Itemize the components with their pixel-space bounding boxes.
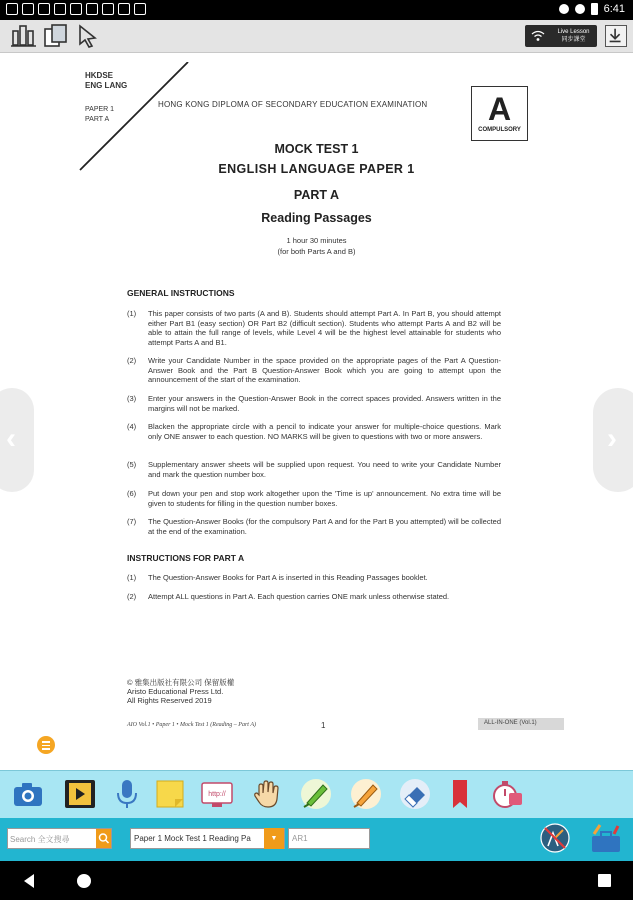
back-icon[interactable] (22, 873, 36, 889)
home-button[interactable] (77, 874, 91, 888)
highlighter-green-icon[interactable] (299, 777, 333, 811)
page-footer-reference: AIO Vol.1 • Paper 1 • Mock Test 1 (Reading – Part A) (127, 722, 257, 728)
search-icon (96, 829, 111, 848)
system-icons (559, 3, 625, 15)
live-lesson-label: Live Lesson (557, 29, 590, 35)
book-badge: ALL-IN-ONE (Vol.1) (478, 718, 564, 730)
photo-icon (6, 3, 18, 15)
paper-section-box (471, 86, 528, 141)
instruction-item: (1) This paper consists of two parts (A and B). Students should attempt Part A. In Part B, you should attempt either Part B1 (easy section) OR Part B2 (difficult section). Students who attempt Parts A and B2 will be able to attain the full range of levels, while Level 4 will be the highest level attainable for students who attempt Parts A and B1. (127, 309, 501, 347)
eraser-icon[interactable] (398, 777, 432, 811)
camera-icon[interactable] (11, 777, 45, 811)
location-icon (559, 4, 569, 14)
paper-title: ENGLISH LANGUAGE PAPER 1 (218, 162, 415, 176)
chapter-select[interactable]: Paper 1 Mock Test 1 Reading Pa (130, 828, 285, 849)
app-icon (86, 3, 98, 15)
paper-section-letter: A (487, 91, 512, 127)
weblink-icon[interactable] (200, 777, 234, 811)
hand-icon[interactable] (250, 777, 284, 811)
live-lesson-button[interactable] (525, 25, 597, 47)
chapter-dropdown-button[interactable] (264, 828, 284, 849)
app-icon (70, 3, 82, 15)
chevron-right-icon: › (607, 422, 617, 455)
header-code: HKDSE ENG LANG (85, 71, 128, 90)
pages-icon[interactable] (42, 23, 70, 49)
part-title: PART A (293, 188, 340, 202)
instruction-item: (6) Put down your pen and stop work altogether upon the 'Time is up' announcement. No extra time will be given to students for filling in the question number boxes. (127, 489, 501, 508)
page-menu-button[interactable] (37, 736, 55, 754)
mock-test-title: MOCK TEST 1 (274, 142, 359, 156)
toolbox-icon[interactable] (588, 822, 624, 856)
instruction-item: (7) The Question-Answer Books (for the compulsory Part A and for the Part B you attempted) will be collected at the end of the examination. (127, 517, 501, 536)
search-button[interactable] (96, 829, 111, 848)
clock: 6:41 (603, 3, 625, 15)
header-paper: PAPER 1 PART A (85, 106, 115, 123)
reading-title: Reading Passages (261, 211, 372, 225)
calendar-icon (38, 3, 50, 15)
broadcast-icon (531, 30, 545, 42)
previous-page-button[interactable] (0, 388, 34, 492)
sticky-note-icon[interactable] (153, 777, 187, 811)
bottom-control-bar (0, 818, 633, 861)
disable-tools-icon[interactable] (539, 822, 571, 854)
video-icon[interactable] (63, 777, 97, 811)
recent-apps-button[interactable] (598, 874, 611, 887)
app-toolbar (0, 20, 633, 53)
app-icon (54, 3, 66, 15)
system-navigation-bar (0, 861, 633, 900)
search-input[interactable] (7, 828, 112, 849)
publisher-copyright: © 雅集出版社有限公司 保留版權 Aristo Educational Press Ltd. All Rights Reserved 2019 (127, 678, 235, 705)
next-page-button[interactable] (593, 388, 633, 492)
download-icon (606, 26, 626, 46)
message-icon (22, 3, 34, 15)
chevron-left-icon: ‹ (6, 422, 16, 455)
instruction-item: (1) The Question-Answer Books for Part A is inserted in this Reading Passages booklet. (127, 573, 428, 582)
tool-strip (0, 770, 633, 818)
chevron-down-icon: ▼ (270, 835, 278, 842)
cursor-icon[interactable] (75, 23, 103, 49)
status-bar (0, 0, 633, 20)
app-icon (118, 3, 130, 15)
paper-section-label: COMPULSORY (478, 127, 521, 133)
timer-icon[interactable] (490, 777, 524, 811)
part-a-instructions-heading: INSTRUCTIONS FOR PART A (127, 553, 245, 563)
instruction-item: (4) Blacken the appropriate circle with a pencil to indicate your answer for multiple-choice questions. Mark only ONE answer to each question. NO MARKS will be given to questions with two or more answers. (127, 422, 501, 441)
page-number: 1 (321, 721, 326, 730)
instruction-item: (5) Supplementary answer sheets will be supplied upon request. You need to write your Candidate Number and mark the question number box. (127, 460, 501, 479)
bookmark-icon[interactable] (443, 777, 477, 811)
live-lesson-label-zh: 同步課堂 (561, 37, 586, 43)
battery-icon (591, 3, 598, 15)
svg-text:http://: http:// (208, 791, 226, 798)
document-page (0, 54, 633, 770)
duration-note: (for both Parts A and B) (277, 247, 356, 256)
notification-icons (6, 3, 146, 15)
shield-icon (134, 3, 146, 15)
exam-title: HONG KONG DIPLOMA OF SECONDARY EDUCATION EXAMINATION (158, 100, 428, 109)
instruction-item: (3) Enter your answers in the Question-Answer Book in the correct spaces provided. Answers written in the margins will not be marked. (127, 394, 501, 413)
download-button[interactable] (605, 25, 627, 47)
microphone-icon[interactable] (110, 777, 144, 811)
duration: 1 hour 30 minutes (286, 236, 347, 245)
app-icon (102, 3, 114, 15)
general-instructions-heading: GENERAL INSTRUCTIONS (127, 288, 235, 298)
search-placeholder: Search 全文搜尋 (10, 835, 70, 844)
library-icon[interactable] (10, 23, 38, 49)
wifi-icon (575, 4, 585, 14)
instruction-item: (2) Attempt ALL questions in Part A. Each question carries ONE mark unless otherwise stated. (127, 592, 450, 601)
instruction-item: (2) Write your Candidate Number in the space provided on the appropriate pages of the Part A Question-Answer Book and the Part B Question-Answer Book which you are going to attempt upon the announcement of the start of the examination. (127, 356, 501, 384)
page-jump-input[interactable]: AR1 (288, 828, 370, 849)
highlighter-orange-icon[interactable] (349, 777, 383, 811)
